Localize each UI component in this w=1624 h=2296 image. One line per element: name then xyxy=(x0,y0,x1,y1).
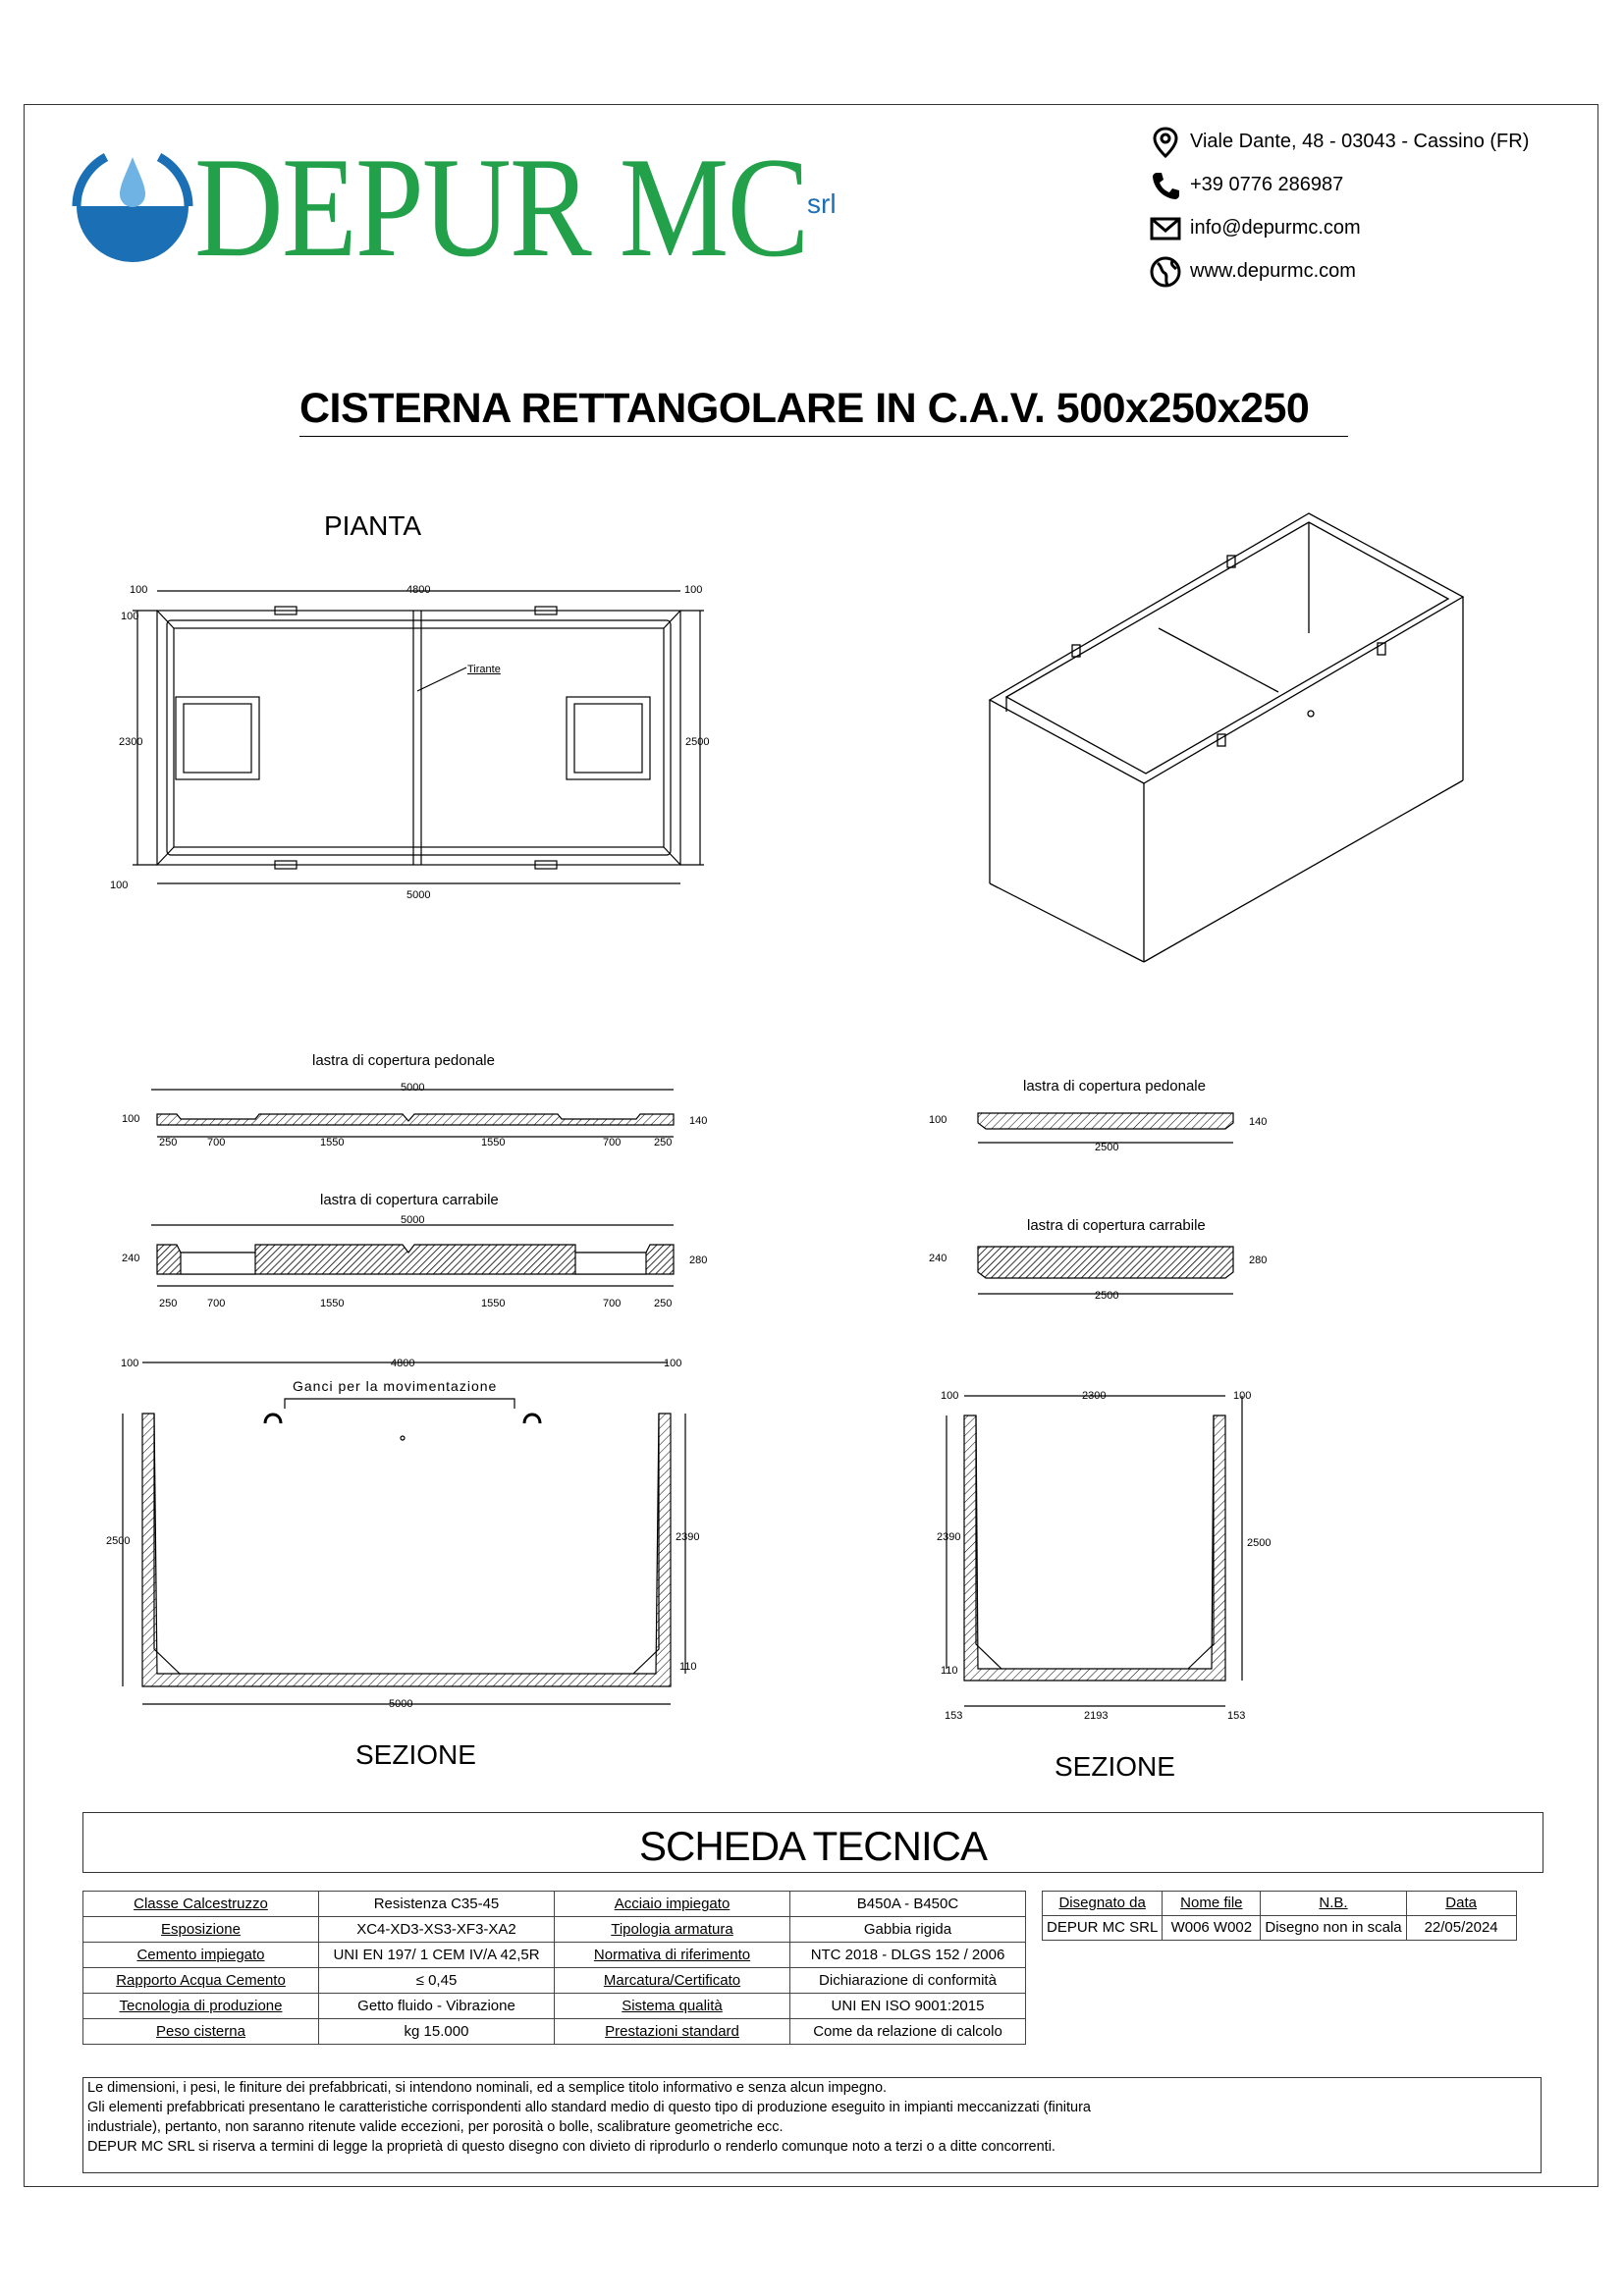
cover-short-ped-label: lastra di copertura pedonale xyxy=(1023,1078,1206,1095)
disclaimer-notes xyxy=(82,2077,1542,2173)
cover-long-ped-overall: 5000 xyxy=(401,1082,425,1094)
cover-long-ped-seg-4: 1550 xyxy=(481,1137,506,1148)
section-short-dim-top-right: 100 xyxy=(1233,1390,1252,1402)
cover-long-car-seg-4: 1550 xyxy=(481,1298,506,1309)
section-short-dim-bottom-right: 153 xyxy=(1227,1710,1246,1722)
cover-long-ped-right: 140 xyxy=(689,1115,708,1127)
section-short-dim-bottom-left: 110 xyxy=(941,1665,958,1677)
plan-dim-right: 2500 xyxy=(685,736,710,748)
cover-short-carrabile-drawing xyxy=(962,1237,1276,1306)
cover-short-car-bottom: 2500 xyxy=(1095,1290,1119,1302)
isometric-view-drawing xyxy=(982,510,1473,962)
section-long-drawing xyxy=(108,1355,717,1718)
water-drop-logo-icon xyxy=(69,149,196,265)
plan-view-drawing xyxy=(113,579,722,908)
cover-short-ped-bottom: 2500 xyxy=(1095,1142,1119,1153)
cover-long-ped-seg-6: 250 xyxy=(654,1137,673,1148)
mail-icon xyxy=(1149,212,1182,245)
section-long-dim-left: 2500 xyxy=(106,1535,131,1547)
cover-short-ped-right: 140 xyxy=(1249,1116,1268,1128)
plan-dim-bottom-center: 5000 xyxy=(406,889,431,901)
section-short-dim-top-left: 100 xyxy=(941,1390,959,1402)
cover-long-car-left: 240 xyxy=(122,1253,140,1264)
section-short-label: SEZIONE xyxy=(1055,1751,1175,1782)
cover-long-ped-label: lastra di copertura pedonale xyxy=(312,1052,495,1069)
section-short-dim-left: 2390 xyxy=(937,1531,961,1543)
section-short-dim-right: 2500 xyxy=(1247,1537,1272,1549)
section-short-drawing xyxy=(933,1384,1267,1718)
table-row: Peso cisterna kg 15.000 Prestazioni standard Come da relazione di calcolo xyxy=(83,2019,1026,2045)
document-title: CISTERNA RETTANGOLARE IN C.A.V. 500x250x250 xyxy=(299,385,1310,432)
section-long-dim-bottom-right: 110 xyxy=(679,1661,697,1673)
cover-long-ped-left: 100 xyxy=(122,1113,140,1125)
plan-dim-top-right: 100 xyxy=(684,584,703,596)
globe-icon xyxy=(1149,255,1182,289)
plan-dim-top-center: 4800 xyxy=(406,584,431,596)
table-row: Rapporto Acqua Cemento ≤ 0,45 Marcatura/Certificato Dichiarazione di conformità xyxy=(83,1968,1026,1994)
cover-long-ped-seg-3: 1550 xyxy=(320,1137,345,1148)
note-line: Gli elementi prefabbricati presentano le caratteristiche corrispondenti allo standard medio di questo tipo di produzione eseguito in impianti meccanizzati (finitura xyxy=(87,2100,1091,2115)
cover-long-ped-seg-2: 700 xyxy=(207,1137,226,1148)
section-short-dim-bottom-left2: 153 xyxy=(945,1710,963,1722)
cover-long-car-seg-6: 250 xyxy=(654,1298,673,1309)
company-name: DEPUR MC xyxy=(194,128,808,287)
section-long-dim-top-center: 4800 xyxy=(391,1358,415,1369)
section-short-dim-top-center: 2300 xyxy=(1082,1390,1107,1402)
cover-long-carrabile-drawing xyxy=(137,1215,727,1313)
table-row: DEPUR MC SRL W006 W002 Disegno non in scala 22/05/2024 xyxy=(1043,1916,1517,1941)
plan-dim-left: 2300 xyxy=(119,736,143,748)
spec-table xyxy=(82,1891,1026,2045)
section-short-dim-bottom-center: 2193 xyxy=(1084,1710,1109,1722)
table-row: Cemento impiegato UNI EN 197/ 1 CEM IV/A 42,5R Normativa di riferimento NTC 2018 - DLGS 152 / 2006 xyxy=(83,1943,1026,1968)
location-pin-icon xyxy=(1149,126,1182,159)
scheda-tecnica-title: SCHEDA TECNICA xyxy=(639,1823,987,1869)
cover-long-car-overall: 5000 xyxy=(401,1214,425,1226)
company-suffix: srl xyxy=(807,188,837,219)
cover-long-ped-seg-1: 250 xyxy=(159,1137,178,1148)
plan-dim-top-left: 100 xyxy=(130,584,148,596)
plan-dim-left-top: 100 xyxy=(121,611,139,622)
cover-long-car-seg-1: 250 xyxy=(159,1298,178,1309)
cover-short-pedonale-drawing xyxy=(962,1099,1276,1158)
section-long-dim-bottom: 5000 xyxy=(389,1698,413,1710)
cover-long-car-seg-5: 700 xyxy=(603,1298,622,1309)
cover-short-car-right: 280 xyxy=(1249,1255,1268,1266)
cover-long-pedonale-drawing xyxy=(137,1080,727,1158)
scheda-tecnica-header xyxy=(82,1812,1543,1873)
section-long-label: SEZIONE xyxy=(355,1739,476,1770)
cover-short-ped-left: 100 xyxy=(929,1114,947,1126)
table-row: Disegnato da Nome file N.B. Data xyxy=(1043,1892,1517,1916)
cover-long-ped-seg-5: 700 xyxy=(603,1137,622,1148)
note-line: industriale), pertanto, non saranno ritenute valide eccezioni, per porosità o bolle, scalibrature geometriche ecc. xyxy=(87,2119,784,2135)
cover-long-car-seg-3: 1550 xyxy=(320,1298,345,1309)
section-long-dim-right: 2390 xyxy=(676,1531,700,1543)
cover-long-car-seg-2: 700 xyxy=(207,1298,226,1309)
tirante-label: Tirante xyxy=(467,664,501,675)
section-long-dim-top-right: 100 xyxy=(664,1358,682,1369)
pianta-label: PIANTA xyxy=(324,510,422,541)
cover-long-car-right: 280 xyxy=(689,1255,708,1266)
table-row: Esposizione XC4-XD3-XS3-XF3-XA2 Tipologia armatura Gabbia rigida xyxy=(83,1917,1026,1943)
table-row: Tecnologia di produzione Getto fluido - Vibrazione Sistema qualità UNI EN ISO 9001:2015 xyxy=(83,1994,1026,2019)
section-long-dim-top-left: 100 xyxy=(121,1358,139,1369)
plan-dim-bottom-left: 100 xyxy=(110,880,129,891)
note-line: DEPUR MC SRL si riserva a termini di legge la proprietà di questo disegno con divieto di riprodurlo o renderlo comunque noto a terzi o a ditte concorrenti. xyxy=(87,2139,1056,2155)
cover-short-car-left: 240 xyxy=(929,1253,947,1264)
phone-icon xyxy=(1149,169,1182,202)
table-row: Classe Calcestruzzo Resistenza C35-45 Acciaio impiegato B450A - B450C xyxy=(83,1892,1026,1917)
cover-short-car-label: lastra di copertura carrabile xyxy=(1027,1217,1206,1234)
hooks-label: Ganci per la movimentazione xyxy=(293,1378,498,1394)
cover-long-car-label: lastra di copertura carrabile xyxy=(320,1192,499,1208)
note-line: Le dimensioni, i pesi, le finiture dei prefabbricati, si intendono nominali, ed a semplice titolo informativo e senza alcun impegno. xyxy=(87,2080,888,2096)
drawing-info-table xyxy=(1042,1891,1517,1941)
title-underline xyxy=(299,436,1348,437)
